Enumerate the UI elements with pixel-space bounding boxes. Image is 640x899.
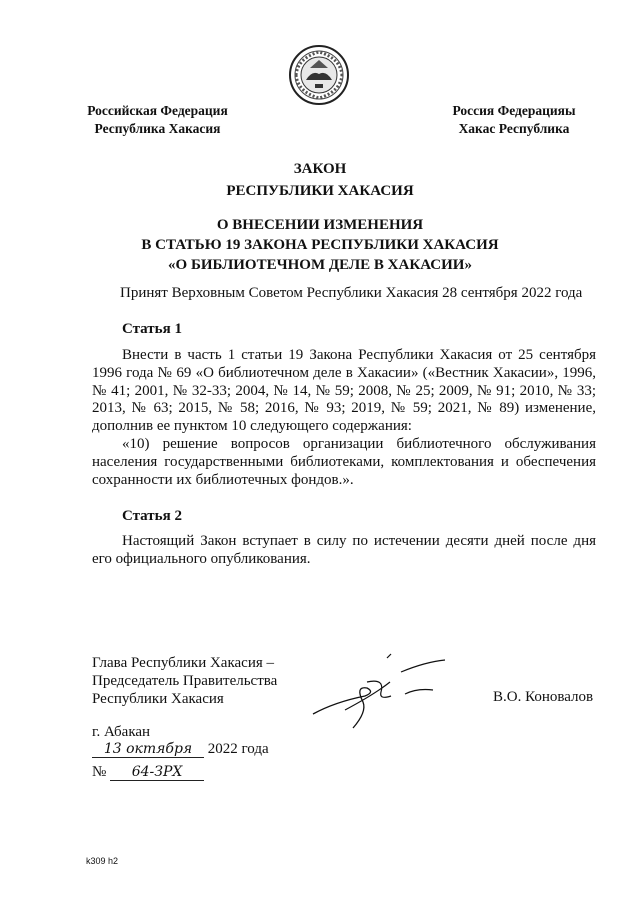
date-year: 2022 года <box>207 741 269 757</box>
article-2-body <box>92 533 596 569</box>
handwritten-signature <box>305 652 455 732</box>
law-title-line1: ЗАКОН <box>293 161 347 177</box>
article-1-body <box>92 347 596 489</box>
article-1-heading: Статья 1 <box>122 321 182 337</box>
header-right-country: Россия Федерацияы <box>452 103 576 118</box>
article-2-paragraph-1: Настоящий Закон вступает в силу по истечении десяти дней после дня его официального опубликования. <box>92 533 596 567</box>
signatory-title <box>92 654 277 708</box>
coat-of-arms-emblem <box>288 44 350 106</box>
signing-place: г. Абакан <box>92 724 151 740</box>
law-title-line2: РЕСПУБЛИКИ ХАКАСИЯ <box>226 183 414 199</box>
header-left-country: Российская Федерация <box>87 103 228 118</box>
header-right <box>425 102 603 138</box>
article-1-paragraph-1: Внести в часть 1 статьи 19 Закона Республики Хакасия от 25 сентября 1996 года № 69 «О библиотечном деле в Хакасии» («Вестник Хакасии», 1996, № 41; 2001, № 32-33; 2004, № 14, № 59; 2008, № 25; 2009, № 91; 2010, № 33; 2013, № 63; 2015, № 58; 2016, № 93; 2019, № 59; 2021, № 89) изменение, дополнив ее пунктом 10 следующего содержания: <box>92 347 596 435</box>
law-title <box>0 158 640 202</box>
signatory-title-line3: Республики Хакасия <box>92 691 224 707</box>
article-1-paragraph-2: «10) решение вопросов организации библиотечного обслуживания населения государственными библиотеками, комплектования и обеспечения сохранности их библиотечных фондов.». <box>92 435 596 488</box>
law-subject-line1: О ВНЕСЕНИИ ИЗМЕНЕНИЯ <box>216 217 424 233</box>
signatory-name: В.О. Коновалов <box>493 689 594 705</box>
law-number-handwritten: 64-ЗРХ <box>110 764 204 781</box>
law-subject <box>0 215 640 275</box>
signing-date <box>92 741 269 758</box>
article-2-heading: Статья 2 <box>122 508 182 524</box>
law-number <box>92 764 204 781</box>
signatory-title-line1: Глава Республики Хакасия – <box>92 655 275 671</box>
law-number-prefix: № <box>92 764 107 780</box>
adoption-statement: Принят Верховным Советом Республики Хакасия 28 сентября 2022 года <box>120 285 583 301</box>
law-subject-line3: «О БИБЛИОТЕЧНОМ ДЕЛЕ В ХАКАСИИ» <box>168 257 472 273</box>
footer-code: k309 h2 <box>86 856 119 866</box>
header-left-republic: Республика Хакасия <box>94 121 221 136</box>
header-left <box>60 102 255 138</box>
signatory-title-line2: Председатель Правительства <box>92 673 278 689</box>
law-subject-line2: В СТАТЬЮ 19 ЗАКОНА РЕСПУБЛИКИ ХАКАСИЯ <box>141 237 499 253</box>
header-right-republic: Хакас Республика <box>458 121 570 136</box>
date-handwritten: 13 октября <box>92 741 204 758</box>
